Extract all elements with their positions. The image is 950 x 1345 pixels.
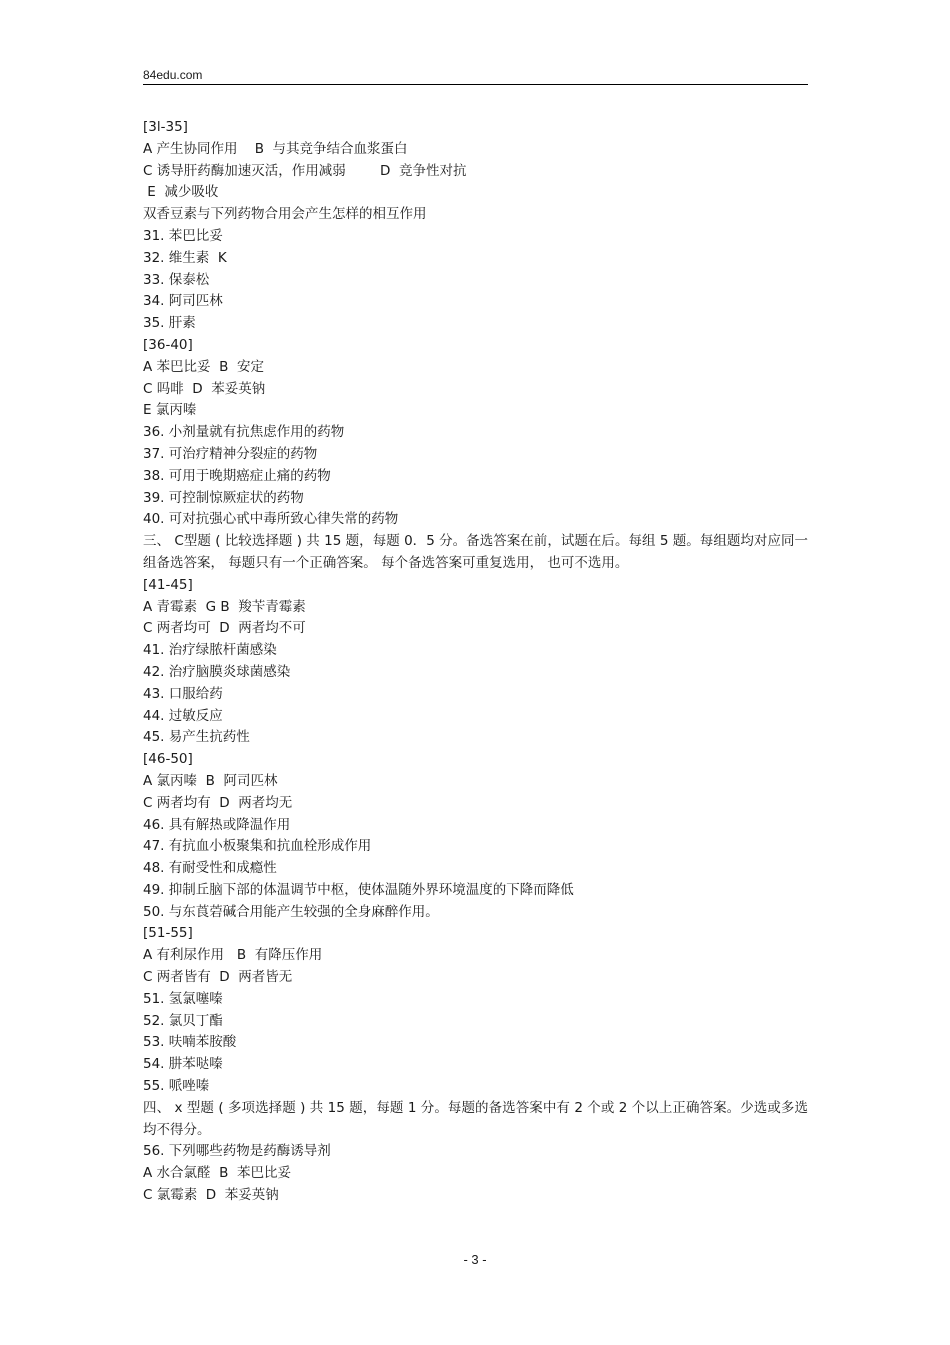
- text-line: 36. 小剂量就有抗焦虑作用的药物: [143, 424, 345, 441]
- text-line: 45. 易产生抗药性: [143, 729, 250, 746]
- text-line: 32. 维生素 K: [143, 249, 227, 266]
- text-line: 44. 过敏反应: [143, 707, 223, 724]
- text-line: 35. 肝素: [143, 315, 196, 332]
- text-line: 56. 下列哪些药物是药酶诱导剂: [143, 1143, 331, 1160]
- text-line: 49. 抑制丘脑下部的体温调节中枢，使体温随外界环境温度的下降而降低: [143, 881, 574, 898]
- text-line: E 氯丙嗪: [143, 402, 197, 419]
- text-line: 53. 呋喃苯胺酸: [143, 1034, 237, 1051]
- text-line: 39. 可控制惊厥症状的药物: [143, 489, 304, 506]
- text-line: A 氯丙嗪 B 阿司匹林: [143, 772, 278, 789]
- text-line: 46. 具有解热或降温作用: [143, 816, 291, 833]
- text-line: [51-55]: [143, 925, 193, 942]
- text-line: 54. 肼苯哒嗪: [143, 1056, 223, 1073]
- text-line: 50. 与东莨菪碱合用能产生较强的全身麻醉作用。: [143, 903, 439, 920]
- text-line: C 吗啡 D 苯妥英钠: [143, 380, 266, 397]
- text-line: C 两者皆有 D 两者皆无: [143, 969, 293, 986]
- section-instructions-x: 四、 x 型题 ( 多项选择题 ) 共 15 题，每题 1 分。每题的备选答案中有 2 个或 2 个以上正确答案。少选或多选均不得分。: [143, 1099, 808, 1138]
- text-line: 31. 苯巴比妥: [143, 227, 223, 244]
- text-line: 37. 可治疗精神分裂症的药物: [143, 445, 318, 462]
- text-line: 55. 哌唑嗪: [143, 1078, 210, 1095]
- text-line: A 有利尿作用 B 有降压作用: [143, 947, 323, 964]
- text-line: C 氯霉素 D 苯妥英钠: [143, 1187, 279, 1204]
- text-line: A 水合氯醛 B 苯巴比妥: [143, 1165, 291, 1182]
- text-line: 43. 口服给药: [143, 685, 223, 702]
- text-line: [3l-35]: [143, 119, 188, 135]
- text-line: C 两者均可 D 两者均不可: [143, 620, 306, 637]
- text-line: 48. 有耐受性和成瘾性: [143, 860, 277, 877]
- text-line: [46-50]: [143, 751, 193, 768]
- text-line: 47. 有抗血小板聚集和抗血栓形成作用: [143, 838, 372, 855]
- text-line: A 苯巴比妥 B 安定: [143, 358, 264, 375]
- text-line: [36-40]: [143, 336, 193, 353]
- text-line: C 两者均有 D 两者均无: [143, 794, 293, 811]
- text-line: 38. 可用于晚期癌症止痛的药物: [143, 467, 331, 484]
- document-body: [143, 117, 808, 1207]
- page-header: [143, 68, 808, 85]
- text-line: A 产生协同作用 B 与其竞争结合血浆蛋白: [143, 140, 408, 157]
- text-line: 52. 氯贝丁酯: [143, 1012, 223, 1029]
- text-line: 42. 治疗脑膜炎球菌感染: [143, 663, 291, 680]
- text-line: 51. 氢氯噻嗪: [143, 990, 223, 1007]
- site-name: 84edu.com: [143, 68, 203, 82]
- section-instructions-c: 三、 C型题 ( 比较选择题 ) 共 15 题，每题 0．5 分。备选答案在前，试题在后。每组 5 题。每组题均对应同一组备选答案， 每题只有一个正确答案。 每个备选答案可重复选用， 也可不选用。: [143, 533, 808, 571]
- text-line: 40. 可对抗强心甙中毒所致心律失常的药物: [143, 511, 399, 528]
- text-line: 双香豆素与下列药物合用会产生怎样的相互作用: [143, 206, 427, 223]
- text-line: A 青霉素 G B 羧苄青霉素: [143, 598, 306, 615]
- text-line: [41-45]: [143, 576, 193, 593]
- page-number: - 3 -: [463, 1252, 487, 1267]
- text-line: 41. 治疗绿脓杆菌感染: [143, 642, 277, 659]
- text-line: 34. 阿司匹林: [143, 293, 223, 310]
- text-line: C 诱导肝药酶加速灭活，作用减弱 D 竞争性对抗: [143, 162, 467, 179]
- text-line: 33. 保泰松: [143, 271, 210, 288]
- text-line: E 减少吸收: [143, 184, 219, 201]
